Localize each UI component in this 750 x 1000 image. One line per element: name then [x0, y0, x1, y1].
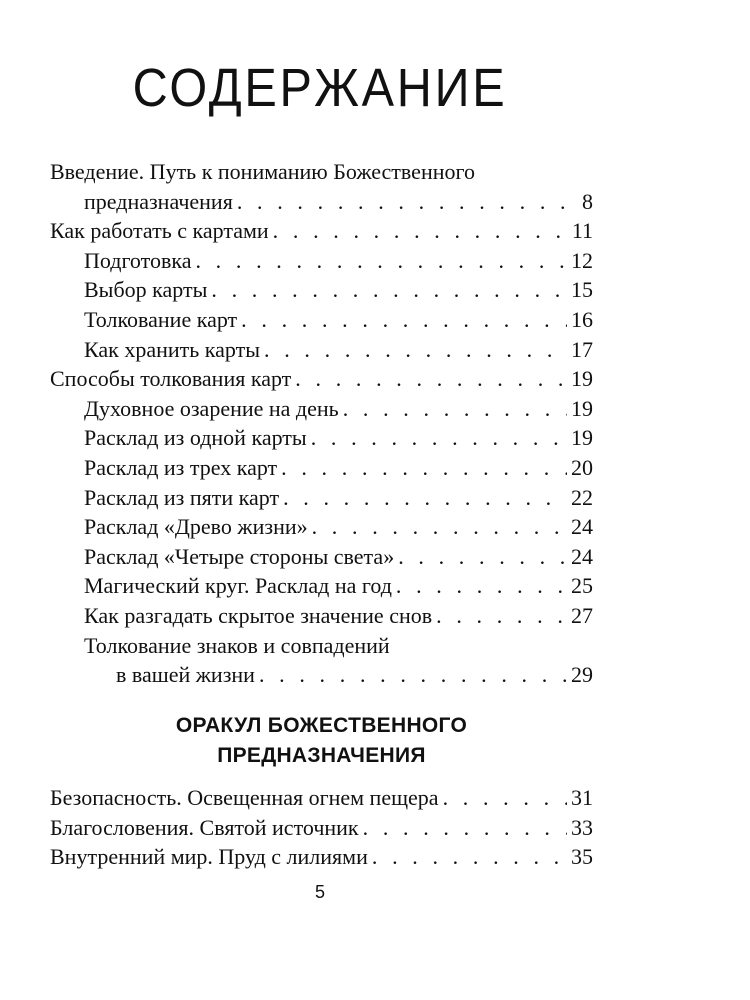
dot-leader	[343, 394, 567, 424]
toc-entry-signs-and-coincidences-continued	[50, 660, 593, 690]
dot-leader	[264, 335, 567, 365]
dot-leader	[398, 542, 567, 572]
toc-entry-card-choice	[50, 275, 593, 305]
dot-leader	[396, 571, 567, 601]
dot-leader	[259, 660, 567, 690]
toc-entry-magic-circle	[50, 571, 593, 601]
dot-leader	[295, 364, 567, 394]
toc-page-number: 19	[571, 395, 593, 421]
toc-entry-text: Расклад «Древо жизни»	[84, 514, 308, 540]
toc-entry-text: Духовное озарение на день	[84, 395, 339, 421]
toc-entry-three-card-spread	[50, 453, 593, 483]
dot-leader	[237, 187, 578, 217]
toc-page-number: 20	[571, 454, 593, 480]
table-of-contents-oracle	[50, 783, 593, 872]
toc-entry-card-interpretation	[50, 305, 593, 335]
toc-entry-text: Расклад из трех карт	[84, 454, 278, 480]
toc-entry-one-card-spread	[50, 423, 593, 453]
toc-entry-text: Способы толкования карт	[50, 366, 292, 392]
toc-entry-text: Внутренний мир. Пруд с лилиями	[50, 844, 368, 870]
toc-entry-text: Подготовка	[84, 247, 192, 273]
toc-entry-card-storage	[50, 335, 593, 365]
table-of-contents	[50, 157, 593, 690]
toc-entry-introduction	[50, 157, 593, 187]
toc-entry-text: Выбор карты	[84, 277, 208, 303]
page-title: СОДЕРЖАНИЕ	[132, 58, 508, 118]
toc-entry-interpretation-methods	[50, 364, 593, 394]
page-number: 5	[314, 882, 325, 902]
toc-page-number: 33	[571, 814, 593, 840]
dot-leader	[211, 275, 567, 305]
toc-entry-text: Безопасность. Освещенная огнем пещера	[50, 785, 439, 810]
toc-entry-safety	[50, 783, 593, 813]
toc-page-number: 15	[571, 277, 593, 303]
toc-entry-text: Как разгадать скрытое значение снов	[84, 602, 433, 628]
toc-page-number: 11	[571, 218, 593, 244]
toc-page-number: 22	[571, 484, 593, 510]
toc-entry-inner-world	[50, 842, 593, 872]
dot-leader	[443, 783, 567, 813]
toc-entry-signs-and-coincidences	[50, 631, 593, 661]
toc-page-number: 31	[571, 785, 593, 810]
section-heading-line: ОРАКУЛ БОЖЕСТВЕННОГО	[175, 714, 468, 737]
dot-leader	[372, 842, 567, 872]
dot-leader	[312, 512, 567, 542]
toc-page-number: 24	[571, 543, 593, 569]
toc-entry-text: Как работать с картами	[50, 218, 269, 244]
toc-page-number: 19	[571, 366, 593, 392]
toc-page-number: 19	[571, 425, 593, 451]
toc-entry-text: Толкование знаков и совпадений	[84, 632, 390, 658]
dot-leader	[283, 483, 567, 513]
toc-page-number: 29	[571, 662, 593, 688]
dot-leader	[311, 423, 567, 453]
toc-entry-text: Расклад из одной карты	[84, 425, 307, 451]
dot-leader	[273, 216, 568, 246]
toc-page-number: 27	[571, 602, 593, 628]
toc-page-number: 25	[571, 573, 593, 599]
dot-leader	[195, 246, 567, 276]
toc-entry-tree-of-life	[50, 512, 593, 542]
dot-leader	[281, 453, 567, 483]
toc-entry-text: Как хранить карты	[84, 336, 261, 362]
dot-leader	[241, 305, 567, 335]
toc-page-number: 17	[571, 336, 593, 362]
toc-entry-four-directions	[50, 542, 593, 572]
section-heading-line: ПРЕДНАЗНАЧЕНИЯ	[217, 744, 426, 767]
toc-entry-daily-insight	[50, 394, 593, 424]
toc-page-number: 24	[571, 514, 593, 540]
toc-entry-text: предназначения	[84, 188, 233, 214]
toc-entry-introduction-continued	[50, 187, 593, 217]
toc-page-number: 35	[571, 844, 593, 870]
toc-entry-text: Введение. Путь к пониманию Божественного	[50, 159, 475, 184]
toc-page-number: 12	[571, 247, 593, 273]
dot-leader	[363, 813, 567, 843]
section-heading	[50, 711, 593, 771]
toc-entry-blessings	[50, 813, 593, 843]
toc-entry-five-card-spread	[50, 483, 593, 513]
toc-entry-text: в вашей жизни	[116, 662, 255, 688]
toc-entry-how-to-work	[50, 216, 593, 246]
toc-entry-text: Расклад из пяти карт	[84, 484, 280, 510]
toc-entry-text: Расклад «Четыре стороны света»	[84, 543, 395, 569]
dot-leader	[436, 601, 567, 631]
toc-page-number: 16	[571, 306, 593, 332]
toc-page-number: 8	[582, 188, 593, 214]
toc-entry-preparation	[50, 246, 593, 276]
toc-entry-text: Толкование карт	[84, 306, 238, 332]
toc-entry-dream-meanings	[50, 601, 593, 631]
toc-entry-text: Благословения. Святой источник	[50, 814, 359, 840]
toc-entry-text: Магический круг. Расклад на год	[84, 573, 392, 599]
